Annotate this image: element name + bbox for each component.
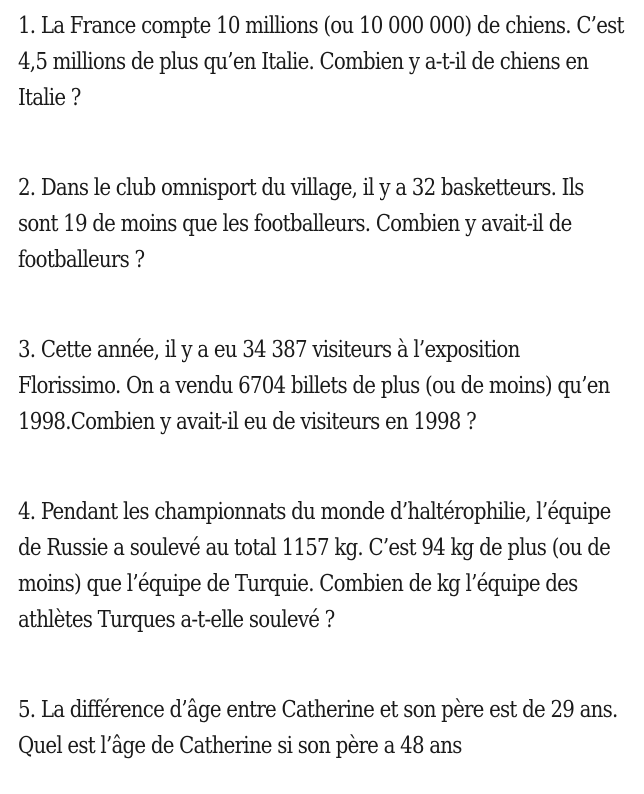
problem-3-line-3: 1998.Combien y avait-il eu de visiteurs en 1998 ? <box>18 409 476 435</box>
problem-2 <box>18 170 634 278</box>
problem-5-line-1: 5. La différence d’âge entre Catherine et son père est de 29 ans. <box>18 697 618 723</box>
problem-3-line-1: 3. Cette année, il y a eu 34 387 visiteurs à l’exposition <box>18 337 520 363</box>
problem-3-line-2: Florissimo. On a vendu 6704 billets de plus (ou de moins) qu’en <box>18 373 610 399</box>
problem-1-line-3: Italie ? <box>18 85 81 111</box>
problem-5 <box>18 692 634 764</box>
problem-1-line-1: 1. La France compte 10 millions (ou 10 000 000) de chiens. C’est <box>18 13 624 39</box>
problem-3 <box>18 332 634 440</box>
problem-2-line-3: footballeurs ? <box>18 247 145 273</box>
problem-1-line-2: 4,5 millions de plus qu’en Italie. Combien y a-t-il de chiens en <box>18 49 589 75</box>
problem-4-line-2: de Russie a soulevé au total 1157 kg. C’est 94 kg de plus (ou de <box>18 535 611 561</box>
problem-5-line-2: Quel est l’âge de Catherine si son père a 48 ans <box>18 733 462 759</box>
problem-4-line-1: 4. Pendant les championnats du monde d’haltérophilie, l’équipe <box>18 499 611 525</box>
problem-2-line-2: sont 19 de moins que les footballeurs. Combien y avait-il de <box>18 211 572 237</box>
problem-1 <box>18 8 634 116</box>
problem-4-line-4: athlètes Turques a-t-elle soulevé ? <box>18 607 335 633</box>
problem-2-line-1: 2. Dans le club omnisport du village, il y a 32 basketteurs. Ils <box>18 175 584 201</box>
problem-4 <box>18 494 634 638</box>
problem-4-line-3: moins) que l’équipe de Turquie. Combien de kg l’équipe des <box>18 571 578 597</box>
